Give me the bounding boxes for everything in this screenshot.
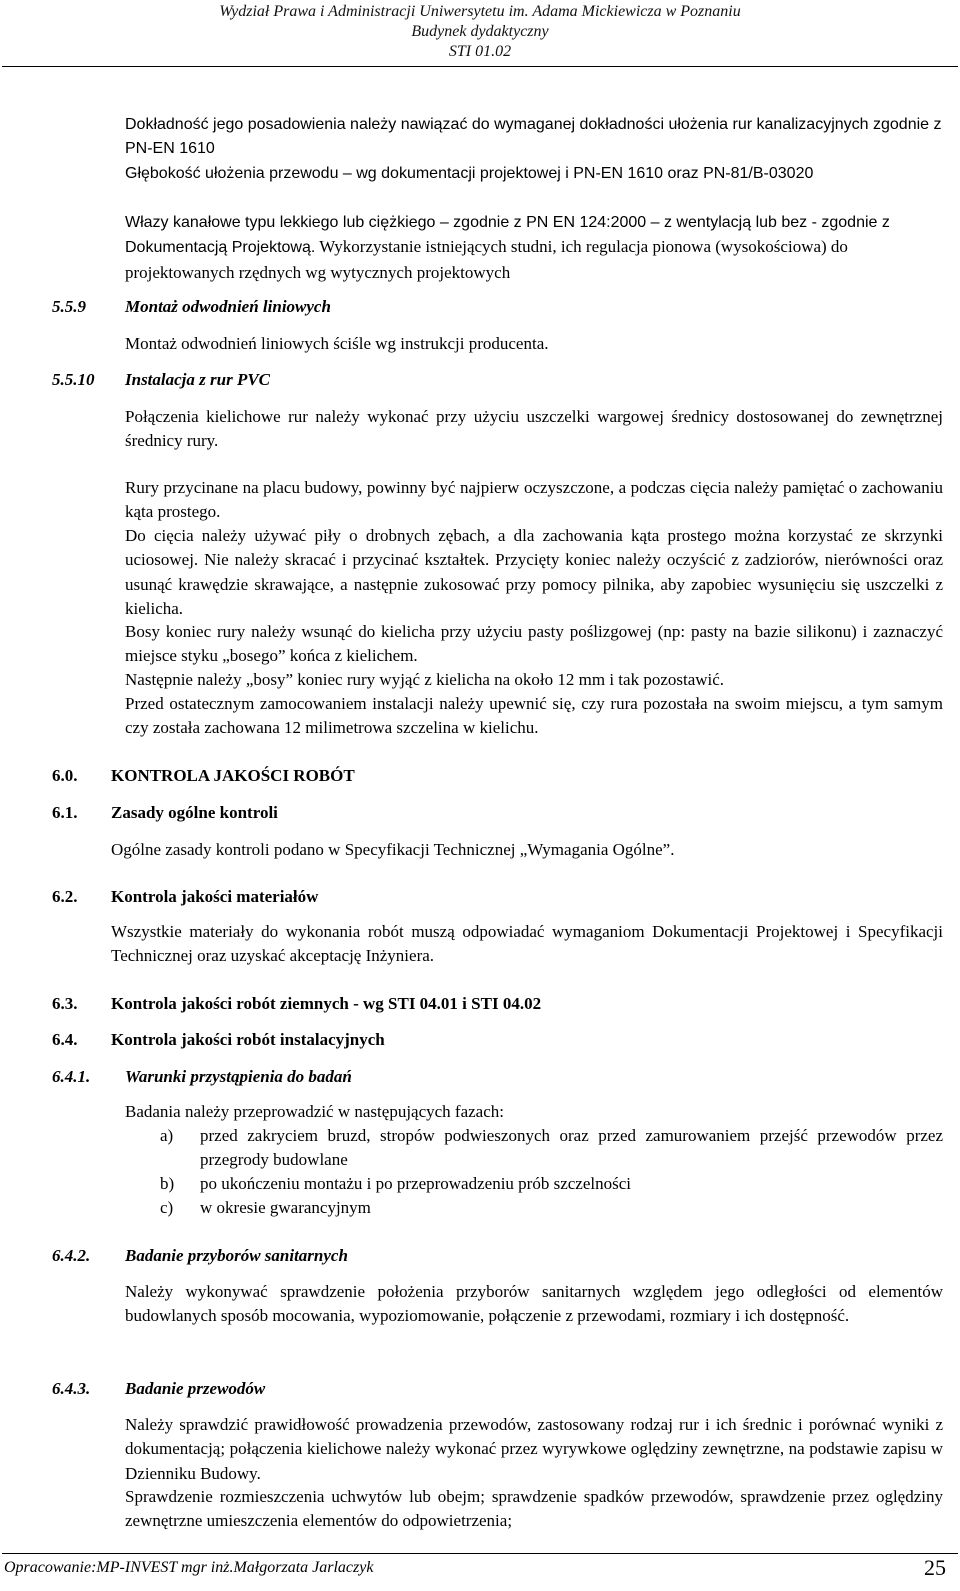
footer-author: Opracowanie:MP-INVEST mgr inż.Małgorzata Jarlaczyk	[4, 1559, 374, 1576]
section-title-6-1: Zasady ogólne kontroli	[111, 803, 278, 822]
list-marker: c)	[160, 1198, 174, 1217]
section-number-6-4-3: 6.4.3.	[52, 1379, 91, 1398]
footer-divider	[2, 1553, 958, 1554]
section-title-5-5-10: Instalacja z rur PVC	[125, 370, 271, 389]
list-item	[160, 1124, 943, 1173]
section-title-6-4: Kontrola jakości robót instalacyjnych	[111, 1030, 385, 1049]
list-item-text: przed zakryciem bruzd, stropów podwieszonych oraz przed zamurowaniem przejść przewodów przez przegrody budowlane	[200, 1126, 943, 1170]
section-number-5-5-10: 5.5.10	[52, 370, 95, 389]
intro-paragraph-3a: Włazy kanałowe typu lekkiego lub ciężkiego – zgodnie z PN EN 124:2000 – z wentylacją lub bez - zgodnie z Dokumentacją Projektową.	[125, 214, 890, 257]
section-number-6-3: 6.3.	[52, 994, 78, 1013]
pvc-paragraph-1: Połączenia kielichowe rur należy wykonać przy użyciu uszczelki wargowej średnicy dostosowanej do zewnętrznej średnicy rury.	[125, 407, 943, 451]
pvc-paragraph-5: Następnie należy „bosy” koniec rury wyjąć z kielicha na około 12 mm i tak pozostawić.	[125, 670, 725, 689]
list-item	[160, 1172, 943, 1196]
pvc-paragraph-4: Bosy koniec rury należy wsunąć do kielicha przy użyciu pasty poślizgowej (np: pasty na bazie silikonu) i zaznaczyć miejsce styku „bosego” końca z kielichem.	[125, 622, 943, 666]
section-title-6-3: Kontrola jakości robót ziemnych - wg STI 04.01 i STI 04.02	[111, 994, 542, 1013]
pvc-paragraph-2: Rury przycinane na placu budowy, powinny być najpierw oczyszczone, a podczas cięcia należy pamiętać o zachowaniu kąta prostego.	[125, 478, 943, 522]
intro-paragraph-1: Dokładność jego posadowienia należy nawiązać do wymaganej dokładności ułożenia rur kanalizacyjnych zgodnie z PN-EN 1610	[125, 116, 942, 158]
header-institution: Wydział Prawa i Administracji Uniwersytetu im. Adama Mickiewicza w Poznaniu	[219, 3, 741, 20]
section-title-6-0: KONTROLA JAKOŚCI ROBÓT	[111, 766, 355, 785]
section-text-6-4-2: Należy wykonywać sprawdzenie położenia przyborów sanitarnych względem jego odległości od elementów budowlanych sposób mocowania, wypoziomowanie, połączenie z przewodami, rozmiary i ich dostępność.	[125, 1282, 943, 1326]
section-title-6-4-3: Badanie przewodów	[125, 1379, 266, 1398]
section-title-5-5-9: Montaż odwodnień liniowych	[125, 297, 331, 316]
section-title-6-2: Kontrola jakości materiałów	[111, 887, 319, 906]
section-text-5-5-9: Montaż odwodnień liniowych ściśle wg instrukcji producenta.	[125, 334, 549, 353]
intro-paragraph-3	[125, 210, 943, 285]
header-spec-code: STI 01.02	[448, 43, 512, 60]
header-divider	[2, 66, 958, 67]
intro-paragraph-3b: Wykorzystanie istniejących studni, ich regulacja pionowa (wysokościowa) do projektowanych rzędnych wg wytycznych projektowych	[125, 237, 848, 282]
section-title-6-4-2: Badanie przyborów sanitarnych	[125, 1246, 348, 1265]
pvc-paragraph-3: Do cięcia należy używać piły o drobnych zębach, a dla zachowania kąta prostego można korzystać ze skrzynki uciosowej. Nie należy skracać i przycinać kształtek. Przycięty koniec należy oczyścić z zadziorów, nierówności oraz usunąć krawędzie skrawające, a następnie zukosować przy pomocy pilnika, aby zapobiec wysunięciu się uszczelki z kielicha.	[125, 526, 943, 619]
section-number-6-2: 6.2.	[52, 887, 78, 906]
intro-paragraph-2: Głębokość ułożenia przewodu – wg dokumentacji projektowej i PN-EN 1610 oraz PN-81/B-03020	[125, 165, 814, 182]
pvc-paragraph-6: Przed ostatecznym zamocowaniem instalacji należy upewnić się, czy rura pozostała na swoim miejscu, a tym samym czy została zachowana 12 milimetrowa szczelina w kielichu.	[125, 694, 943, 738]
list-marker: b)	[160, 1174, 175, 1193]
section-intro-6-4-1: Badania należy przeprowadzić w następujących fazach:	[125, 1102, 504, 1121]
header-building: Budynek dydaktyczny	[411, 23, 549, 40]
list-item-text: po ukończeniu montażu i po przeprowadzeniu prób szczelności	[200, 1174, 631, 1193]
section-text-6-2: Wszystkie materiały do wykonania robót muszą odpowiadać wymaganiom Dokumentacji Projektowej i Specyfikacji Technicznej oraz uzyskać akceptację Inżyniera.	[111, 922, 943, 966]
list-item	[160, 1196, 943, 1220]
section-number-6-4: 6.4.	[52, 1030, 78, 1049]
list-item-text: w okresie gwarancyjnym	[200, 1198, 371, 1217]
section-number-6-4-2: 6.4.2.	[52, 1246, 91, 1265]
section-text-6-4-3-a: Należy sprawdzić prawidłowość prowadzenia przewodów, zastosowany rodzaj rur i ich średnic i porównać wyniki z dokumentacją; połączenia kielichowe należy wykonać przez wyrywkowe oględziny zewnętrzne, na podstawie zapisu w Dzienniku Budowy.	[125, 1415, 943, 1483]
section-number-5-5-9: 5.5.9	[52, 297, 86, 316]
section-title-6-4-1: Warunki przystąpienia do badań	[125, 1067, 352, 1086]
list-marker: a)	[160, 1126, 174, 1145]
section-number-6-1: 6.1.	[52, 803, 78, 822]
section-number-6-0: 6.0.	[52, 766, 78, 785]
page-number: 25	[924, 1555, 946, 1580]
section-text-6-1: Ogólne zasady kontroli podano w Specyfikacji Technicznej „Wymagania Ogólne”.	[111, 840, 675, 859]
section-text-6-4-3-b: Sprawdzenie rozmieszczenia uchwytów lub obejm; sprawdzenie spadków przewodów, sprawdzenie przez oględziny zewnętrzne umieszczenia elementów do odpowietrzenia;	[125, 1487, 943, 1531]
section-number-6-4-1: 6.4.1.	[52, 1067, 91, 1086]
